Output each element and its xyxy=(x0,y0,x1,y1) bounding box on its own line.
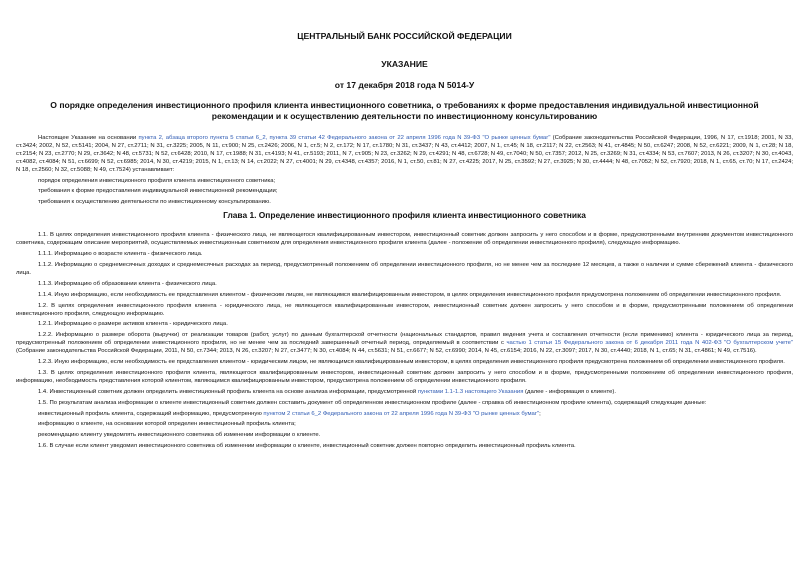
issuer-heading: ЦЕНТРАЛЬНЫЙ БАНК РОССИЙСКОЙ ФЕДЕРАЦИИ xyxy=(297,31,512,41)
paragraph-1-1-1: 1.1.1. Информацию о возрасте клиента - физического лица. xyxy=(38,251,203,258)
document-type-heading: УКАЗАНИЕ xyxy=(381,59,428,69)
intro-list-item: порядок определения инвестиционного профиля клиента инвестиционного советника; xyxy=(38,177,276,184)
paragraph-1-4-text-end: (далее - информация о клиенте). xyxy=(523,388,617,395)
points-1-1-1-3-link[interactable]: пунктами 1.1-1.3 настоящего Указания xyxy=(417,388,524,395)
paragraph-1-5: 1.5. По результатам анализа информации о клиенте инвестиционный советник должен составить документ об определенном инвестиционном профиле (далее - справка об инвестиционном профиле клиента), содержащий следующие данные: xyxy=(38,399,707,406)
paragraph-1-5-item: информацию о клиенте, на основании которой определен инвестиционный профиль клиента; xyxy=(38,421,296,428)
intro-text-end: (Собрание законодательства Российской Федерации, 1996, N 17, ст.1918; 2001, N 33, ст.3424; 2002, N 52, ст.5141; 2004, N 27, ст.2711; N 31, ст.3225; 2005, N 11, ст.900; N 25, ст.2426; 2006, N 1, ст.5; N 2, ст.172; N 17, ст.1780; N 31, ст.3437; N 43, ст.4412; 2007, N 1, ст.45; N 18, ст.2117; N 22, ст.2563; N 41, ст.4845; N 50, ст.6247; 2008, N 52, ст.6221; 2009, N 1, ст.28; N 18, ст.2154; N 23, ст.2770; N 29, ст.3642; N 48, ст.5731; N 52, ст.6428; 2010, N 17, ст.1988; N 31, ст.4193; N 41, ст.5193; 2011, N 7, ст.905; N 23, ст.3262; N 29, ст.4291; N 48, ст.6728; N 49, ст.7040; N 50, ст.7357; 2012, N 25, ст.3269; N 31, ст.4334; N 53, ст.7607; 2013, N 26, ст.3207; N 30, ст.4043, ст.4082, ст.4084; N 51, ст.6699; N 52, ст.6985; 2014, N 30, ст.4219; 2015, N 1, ст.13; N 14, ст.2022; N 27, ст.4001; N 29, ст.4348, ст.4357; 2016, N 1, ст.50, ст.81; N 27, ст.4225; 2017, N 25, ст.3592; N 27, ст.3925; N 30, ст.4444; N 48, ст.7052; N 52, ст.7920; 2018, N 1, ст.65, ст.70; N 17, ст.2424; N 18, ст.2560; N 32, ст.5088; N 49, ст.7524) устанавливает: xyxy=(16,135,793,173)
paragraph-1-1-4: 1.1.4. Иную информацию, если необходимость ее представления клиентом - физическим лицом, не являющимся квалифицированным инвестором, в целях определения инвестиционного профиля предусмотрена положением об определении инвестиционного профиля. xyxy=(38,291,782,298)
paragraph-1-2-3: 1.2.3. Иную информацию, если необходимость ее представления клиентом - юридическим лицом, не являющимся квалифицированным инвестором, в целях определения инвестиционного профиля предусмотрена положением об определении инвестиционного профиля. xyxy=(38,359,785,366)
paragraph-1-5-item-text-start: инвестиционный профиль клиента, содержащий информацию, предусмотренную xyxy=(38,410,264,417)
document-title: О порядке определения инвестиционного профиля клиента инвестиционного советника, о требованиях к форме предоставления индивидуальной инвестиционной рекомендации и к осуществлению деятельности по инвестиционному консультированию xyxy=(50,100,759,121)
paragraph-1-5-item: рекомендацию клиенту уведомлять инвестиционного советника об изменении информации о клиенте. xyxy=(38,432,321,439)
paragraph-1-1-2: 1.1.2. Информацию о среднемесячных доходах и среднемесячных расходах за период, предусмотренный положением об определении инвестиционного профиля, но не менее чем за последние 12 месяцев, а также о наличии и сумме сбережений клиента - физического лица. xyxy=(16,261,793,276)
paragraph-1-4-text-start: 1.4. Инвестиционный советник должен определить инвестиционный профиль клиента на основе анализа информации, предусмотренной xyxy=(38,388,418,395)
paragraph-1-2: 1.2. В целях определения инвестиционного профиля клиента - юридического лица, не являющегося квалифицированным инвестором, инвестиционный советник должен запросить у него способом и в форме, предусмотренными положением об определении инвестиционного профиля, следующую информацию. xyxy=(16,302,793,317)
paragraph-1-2-1: 1.2.1. Информацию о размере активов клиента - юридического лица. xyxy=(38,321,228,328)
intro-list-item: требования к форме предоставления индивидуальной инвестиционной рекомендации; xyxy=(38,188,278,195)
law-39fz-link[interactable]: пункта 2, абзаца второго пункта 5 статьи 6_2, пункта 39 статьи 42 Федерального закона от 22 апреля 1996 года N 39-ФЗ "О рынке ценных бумаг" xyxy=(138,135,551,141)
paragraph-1-3: 1.3. В целях определения инвестиционного профиля клиента, являющегося квалифицированным инвестором, инвестиционный советник должен запросить у него способом и в форме, предусмотренными положением об определении инвестиционного профиля, информацию, необходимость представления которой клиентом, являющимся квалифицированным инвестором, предусмотрена положением об определении инвестиционного профиля. xyxy=(16,369,793,384)
law-402fz-link[interactable]: частью 1 статьи 15 Федерального закона от 6 декабря 2011 года N 402-ФЗ "О бухгалтерском учете" xyxy=(506,340,793,347)
document-date-number: от 17 декабря 2018 года N 5014-У xyxy=(334,80,475,90)
intro-list-item: требования к осуществлению деятельности по инвестиционному консультированию. xyxy=(38,199,271,206)
paragraph-1-2-2-text-end: (Собрание законодательства Российской Федерации, 2011, N 50, ст.7344; 2013, N 26, ст.3207; N 27, ст.3477; N 30, ст.4084; N 44, ст.5631; N 51, ст.6677; N 52, ст.6990; 2014, N 45, ст.6154; 2016, N 22, ст.3097; 2017, N 30, ст.4440; 2018, N 1, ст.65; N 31, ст.4861; N 49, ст.7516). xyxy=(16,348,757,355)
chapter-1-heading: Глава 1. Определение инвестиционного профиля клиента инвестиционного советника xyxy=(223,210,586,221)
paragraph-1-1: 1.1. В целях определения инвестиционного профиля клиента - физического лица, не являющегося квалифицированным инвестором, инвестиционный советник должен запросить у него способом и в форме, предусмотренными внутренним документом инвестиционного советника, содержащим описание мероприятий, осуществляемых инвестиционным советником для определения инвестиционного профиля клиента (далее - положение об определении инвестиционного профиля), следующую информацию. xyxy=(16,232,793,247)
paragraph-1-2-2 xyxy=(16,332,793,356)
intro-paragraph xyxy=(16,135,793,175)
paragraph-1-1-3: 1.1.3. Информацию об образовании клиента - физического лица. xyxy=(38,280,217,287)
paragraph-1-5-item xyxy=(16,411,793,419)
intro-text-start: Настоящее Указание на основании xyxy=(38,135,139,141)
law-39fz-article-6-2-link[interactable]: пунктом 2 статьи 6_2 Федерального закона от 22 апреля 1996 года N 39-ФЗ "О рынке ценных бумаг" xyxy=(263,410,540,417)
paragraph-1-2-2-text-start: 1.2.2. Информацию о размере оборота (выручки) от реализации товаров (работ, услуг) по данным бухгалтерской отчетности (национальных стандартов, правил ведения учета и составления отчетности (если применимо) клиента - юридического лица за период, предусмотренный положением об определении инвестиционного профиля, но не менее чем за последний завершенный отчетный период, определяемый в соответствии с xyxy=(16,332,793,347)
paragraph-1-4 xyxy=(16,389,793,397)
paragraph-1-6: 1.6. В случае если клиент уведомил инвестиционного советника об изменении информации о клиенте, инвестиционный советник должен повторно определить инвестиционный профиль клиента. xyxy=(38,443,576,450)
paragraph-1-5-item-text-end: ; xyxy=(539,410,541,417)
